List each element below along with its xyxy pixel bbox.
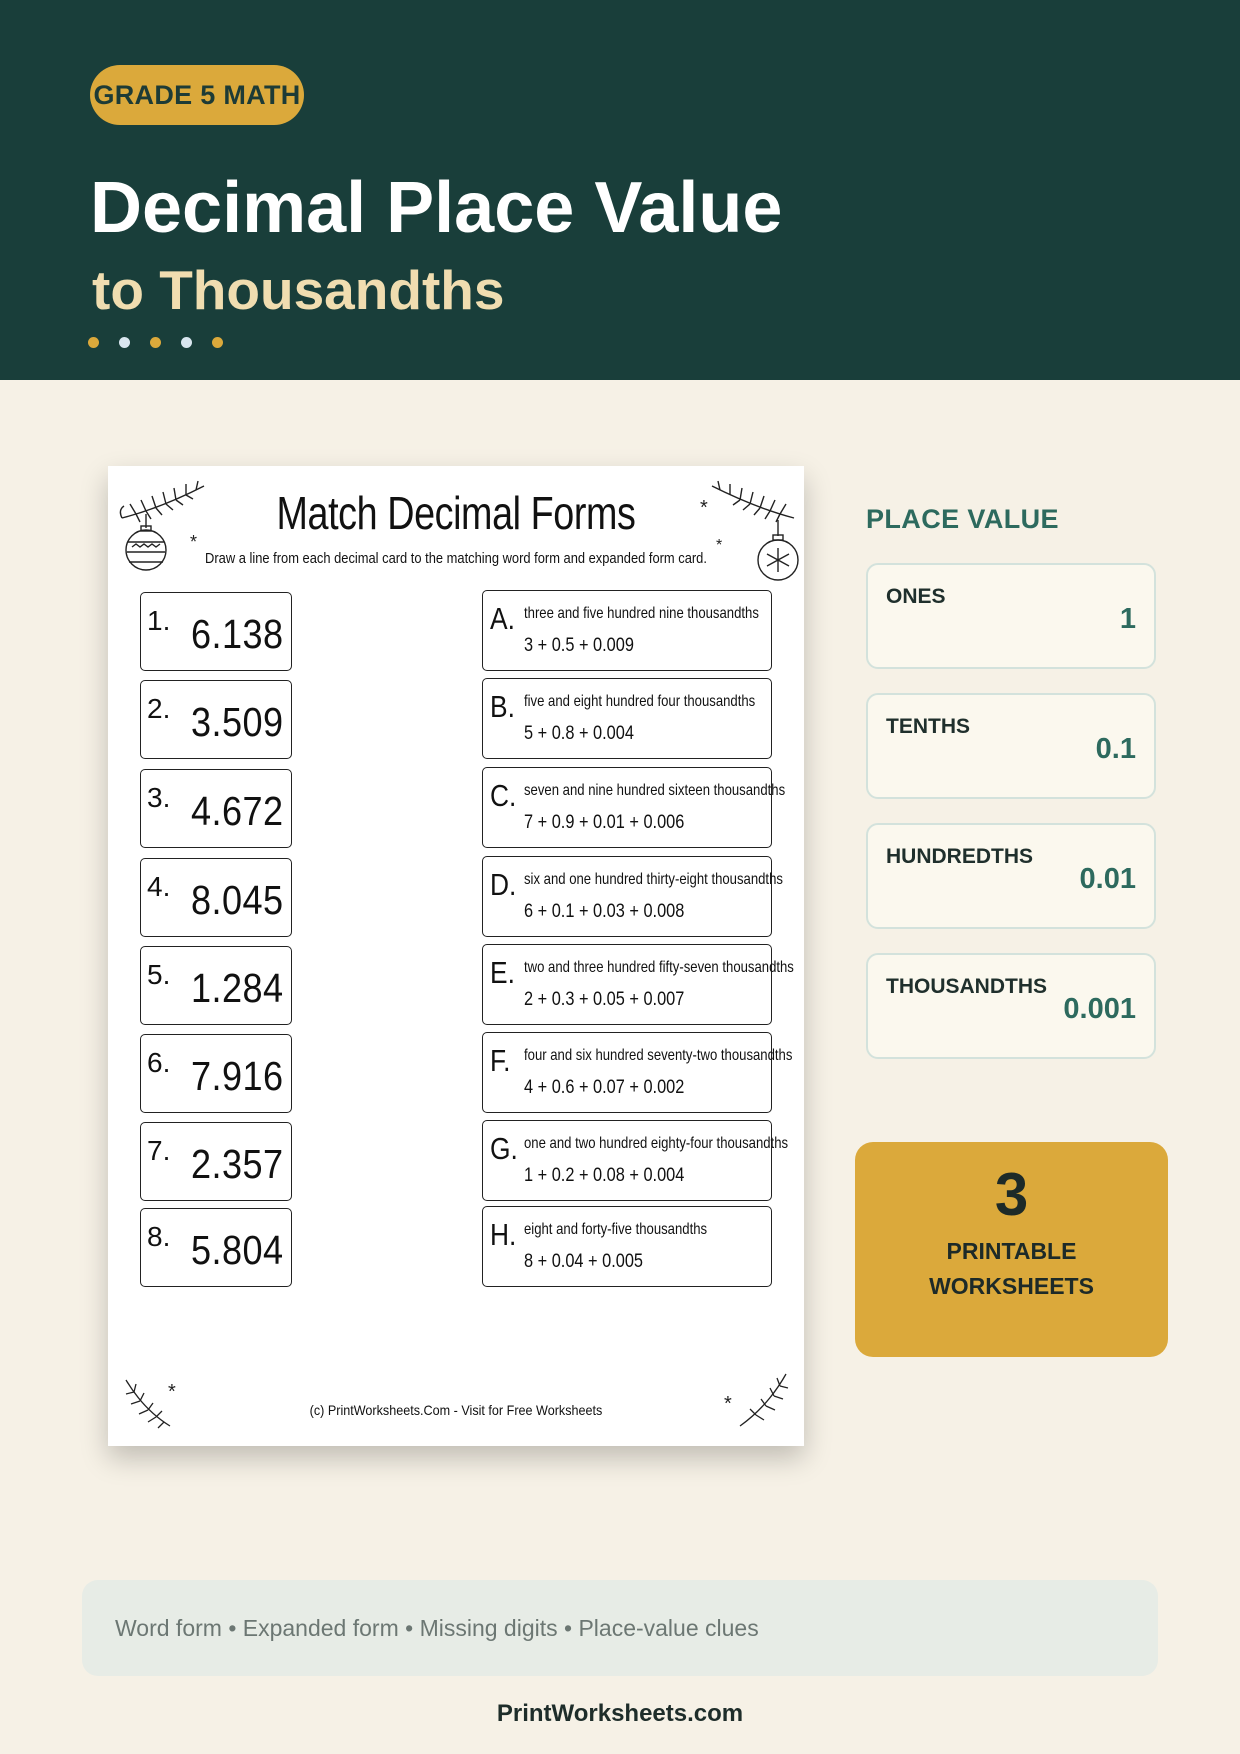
decimal-card-value: 6.138 xyxy=(191,611,284,657)
worksheet-footer: (c) PrintWorksheets.Com - Visit for Free Worksheets xyxy=(309,1402,603,1418)
decimal-card-value: 7.916 xyxy=(191,1053,284,1099)
answer-card-word-form: eight and forty-five thousandths xyxy=(524,1221,708,1238)
answer-card-word-form: five and eight hundred four thousandths xyxy=(524,693,756,710)
answer-card xyxy=(482,678,772,759)
answer-card-letter: H. xyxy=(490,1217,517,1252)
answer-card xyxy=(482,1032,793,1113)
decimal-card-value: 2.357 xyxy=(191,1141,284,1187)
decimal-card-index: 2. xyxy=(147,693,171,724)
decimal-card-index: 3. xyxy=(147,782,171,813)
decorative-dot xyxy=(150,337,161,348)
decimal-card xyxy=(140,592,292,671)
answer-card-expanded-form: 4 + 0.6 + 0.07 + 0.002 xyxy=(524,1077,685,1098)
decimal-card-value: 1.284 xyxy=(191,965,284,1011)
answer-card-expanded-form: 3 + 0.5 + 0.009 xyxy=(524,635,634,656)
svg-text:*: * xyxy=(190,532,198,552)
decorative-dot xyxy=(181,337,192,348)
place-value-number: 0.001 xyxy=(1063,993,1136,1025)
decimal-card-index: 8. xyxy=(147,1221,171,1252)
page-title: Decimal Place Value xyxy=(90,168,783,248)
answer-card-letter: A. xyxy=(490,601,515,636)
decimal-card xyxy=(140,946,292,1025)
place-value-card xyxy=(866,693,1156,799)
answer-card-expanded-form: 7 + 0.9 + 0.01 + 0.006 xyxy=(524,812,685,833)
answer-card-word-form: two and three hundred fifty-seven thousandths xyxy=(524,959,794,976)
decimal-card-index: 6. xyxy=(147,1047,171,1078)
place-value-number: 0.1 xyxy=(1095,733,1136,765)
place-value-card xyxy=(866,953,1156,1059)
answer-card-expanded-form: 6 + 0.1 + 0.03 + 0.008 xyxy=(524,901,685,922)
answer-card-word-form: four and six hundred seventy-two thousandths xyxy=(524,1047,793,1064)
decimal-card-index: 5. xyxy=(147,959,171,990)
svg-text:*: * xyxy=(168,1381,176,1403)
answer-card-letter: E. xyxy=(490,955,515,990)
answer-card xyxy=(482,856,783,937)
answer-card xyxy=(482,767,786,848)
answer-card xyxy=(482,1206,772,1287)
decimal-card-index: 7. xyxy=(147,1135,171,1166)
svg-text:*: * xyxy=(716,537,723,554)
place-value-label: THOUSANDTHS xyxy=(886,975,1047,998)
svg-text:*: * xyxy=(700,497,708,519)
worksheet-preview xyxy=(108,466,804,1446)
count-label-line-1: PRINTABLE xyxy=(946,1238,1077,1264)
answer-card-letter: B. xyxy=(490,689,515,724)
worksheet-count-box xyxy=(855,1142,1168,1357)
place-value-label: TENTHS xyxy=(886,715,970,738)
worksheet-count: 3 xyxy=(994,1161,1029,1228)
header-banner xyxy=(0,0,1240,380)
page-subtitle: to Thousandths xyxy=(92,259,505,321)
answer-card-letter: D. xyxy=(490,867,517,902)
topics-list: Word form • Expanded form • Missing digits • Place-value clues xyxy=(115,1615,759,1641)
decimal-card xyxy=(140,680,292,759)
answer-card-expanded-form: 8 + 0.04 + 0.005 xyxy=(524,1251,644,1272)
answer-card xyxy=(482,1120,789,1201)
place-value-heading: PLACE VALUE xyxy=(866,504,1059,534)
decimal-card xyxy=(140,1122,292,1201)
count-label-line-2: WORKSHEETS xyxy=(929,1273,1094,1299)
worksheet-instructions: Draw a line from each decimal card to the matching word form and expanded form card. xyxy=(205,550,707,567)
answer-card-word-form: one and two hundred eighty-four thousandths xyxy=(524,1135,789,1152)
place-value-card xyxy=(866,563,1156,669)
decimal-card-index: 4. xyxy=(147,871,171,902)
decorative-dot xyxy=(212,337,223,348)
pine-sprig-icon xyxy=(720,1366,792,1434)
answer-card-letter: G. xyxy=(490,1131,518,1166)
worksheet-count-label xyxy=(855,1234,1168,1304)
decimal-card-index: 1. xyxy=(147,605,171,636)
site-brand: PrintWorksheets.com xyxy=(496,1700,744,1727)
place-value-number: 1 xyxy=(1119,603,1136,635)
decimal-card xyxy=(140,769,292,848)
worksheet-title: Match Decimal Forms xyxy=(276,487,636,539)
answer-card xyxy=(482,590,772,671)
place-value-label: ONES xyxy=(886,585,946,608)
answer-card-word-form: three and five hundred nine thousandths xyxy=(524,605,759,622)
decorative-dot xyxy=(88,337,99,348)
answer-card-expanded-form: 2 + 0.3 + 0.05 + 0.007 xyxy=(524,989,685,1010)
decimal-card xyxy=(140,1208,292,1287)
grade-badge: GRADE 5 MATH xyxy=(90,65,304,125)
answer-card-word-form: six and one hundred thirty-eight thousandths xyxy=(524,871,783,888)
answer-card-word-form: seven and nine hundred sixteen thousandths xyxy=(524,782,786,799)
answer-card xyxy=(482,944,794,1025)
decimal-card-value: 8.045 xyxy=(191,877,284,923)
topics-bar xyxy=(82,1580,1158,1676)
decimal-card xyxy=(140,858,292,937)
answer-card-letter: F. xyxy=(490,1043,511,1078)
answer-card-letter: C. xyxy=(490,778,517,813)
decimal-card-value: 3.509 xyxy=(191,699,284,745)
answer-card-expanded-form: 1 + 0.2 + 0.08 + 0.004 xyxy=(524,1165,685,1186)
answer-card-expanded-form: 5 + 0.8 + 0.004 xyxy=(524,723,634,744)
decimal-card xyxy=(140,1034,292,1113)
decimal-card-value: 5.804 xyxy=(191,1227,284,1273)
place-value-number: 0.01 xyxy=(1079,863,1136,895)
decimal-card-value: 4.672 xyxy=(191,788,284,834)
place-value-label: HUNDREDTHS xyxy=(886,845,1033,868)
place-value-card xyxy=(866,823,1156,929)
svg-text:*: * xyxy=(724,1393,732,1415)
decorative-dot xyxy=(119,337,130,348)
